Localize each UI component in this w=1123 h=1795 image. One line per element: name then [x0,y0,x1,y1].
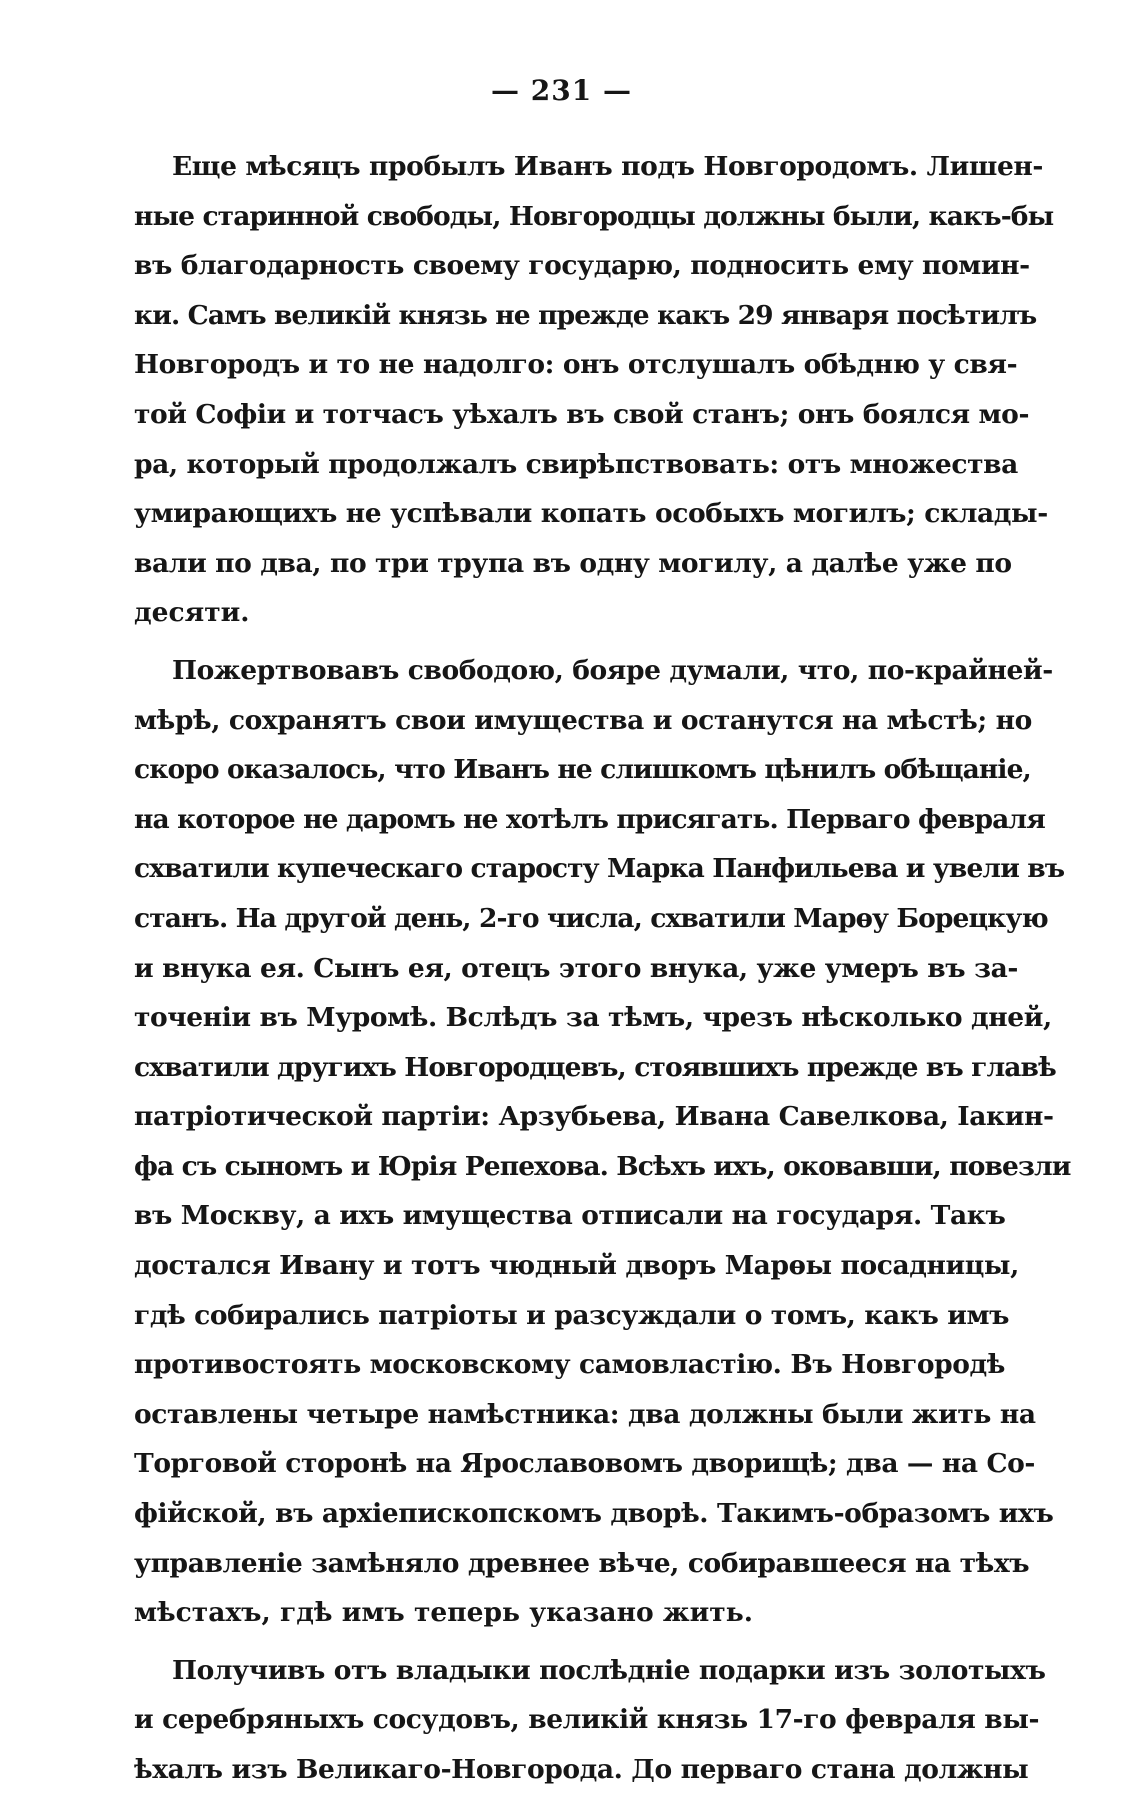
body-text [134,142,1071,1795]
text-line: мѣрѣ, сохранятъ свои имущества и останутся на мѣстѣ; но [134,704,1032,736]
page-number: — 231 — [491,74,632,107]
text-line: ки. Самъ великій князь не прежде какъ 29 января посѣтилъ [134,299,1037,331]
text-line: достался Ивану и тотъ чюдный дворъ Марѳы посадницы, [134,1250,1019,1282]
text-line: противостоять московскому самовластію. Въ Новгородѣ [134,1349,1006,1381]
paragraph-1 [134,142,1054,638]
text-line: мѣстахъ, гдѣ имъ теперь указано жить. [134,1597,753,1629]
text-line: скоро оказалось, что Иванъ не слишкомъ цѣнилъ обѣщаніе, [134,754,1031,786]
text-line: ѣхалъ изъ Великаго-Новгорода. До перваго стана должны [134,1754,1029,1785]
text-line: и внука ея. Сынъ ея, отецъ этого внука, уже умеръ въ за- [134,952,1018,984]
text-line: ра, который продолжалъ свирѣпствовать: отъ множества [134,448,1018,480]
text-line: Новгородъ и то не надолго: онъ отслушалъ обѣдню у свя- [134,349,1018,381]
text-line: той Софіи и тотчасъ уѣхалъ въ свой станъ; онъ боялся мо- [134,398,1030,430]
text-line: вали по два, по три трупа въ одну могилу, а далѣе уже по [134,547,1012,579]
text-line: и серебряныхъ сосудовъ, великій князь 17-го февраля вы- [134,1704,1040,1736]
text-line: схватили купеческаго старосту Марка Панфильева и увели въ [134,853,1065,885]
text-line: умирающихъ не успѣвали копать особыхъ могилъ; склады- [134,498,1048,530]
text-line: Получивъ отъ владыки послѣдніе подарки изъ золотыхъ [172,1654,1046,1686]
text-line: оставлены четыре намѣстника: два должны были жить на [134,1398,1036,1430]
text-line: на которое не даромъ не хотѣлъ присягать. Перваго февраля [134,803,1045,835]
text-line: въ благодарность своему государю, подносить ему помин- [134,250,1030,282]
text-line: Пожертвовавъ свободою, бояре думали, что, по-крайней- [172,654,1053,686]
text-line: схватили другихъ Новгородцевъ, стоявшихъ прежде въ главѣ [134,1051,1056,1083]
paragraph-2 [134,646,1071,1638]
text-line: Торговой сторонѣ на Ярославовомъ дворищѣ; два — на Со- [134,1448,1036,1480]
text-line: патріотической партіи: Арзубьева, Ивана Савелкова, Іакин- [134,1101,1054,1133]
text-line: въ Москву, а ихъ имущества отписали на государя. Такъ [134,1200,1006,1232]
text-line: ные старинной свободы, Новгородцы должны были, какъ-бы [134,200,1054,232]
paragraph-3 [134,1646,1046,1795]
text-line: фа съ сыномъ и Юрія Репехова. Всѣхъ ихъ, оковавши, повезли [134,1150,1071,1182]
text-line: точеніи въ Муромѣ. Вслѣдъ за тѣмъ, чрезъ нѣсколько дней, [134,1002,1052,1034]
text-line: станъ. На другой день, 2-го числа, схватили Марѳу Борецкую [134,902,1048,934]
text-line: десяти. [134,597,250,629]
text-line: фійской, въ архіепископскомъ дворѣ. Такимъ-образомъ ихъ [134,1498,1054,1530]
text-line: Еще мѣсяцъ пробылъ Иванъ подъ Новгородомъ. Лишен- [172,151,1043,182]
text-line: гдѣ собирались патріоты и разсуждали о томъ, какъ имъ [134,1299,1010,1331]
text-line: управленіе замѣняло древнее вѣче, собиравшееся на тѣхъ [134,1547,1030,1579]
